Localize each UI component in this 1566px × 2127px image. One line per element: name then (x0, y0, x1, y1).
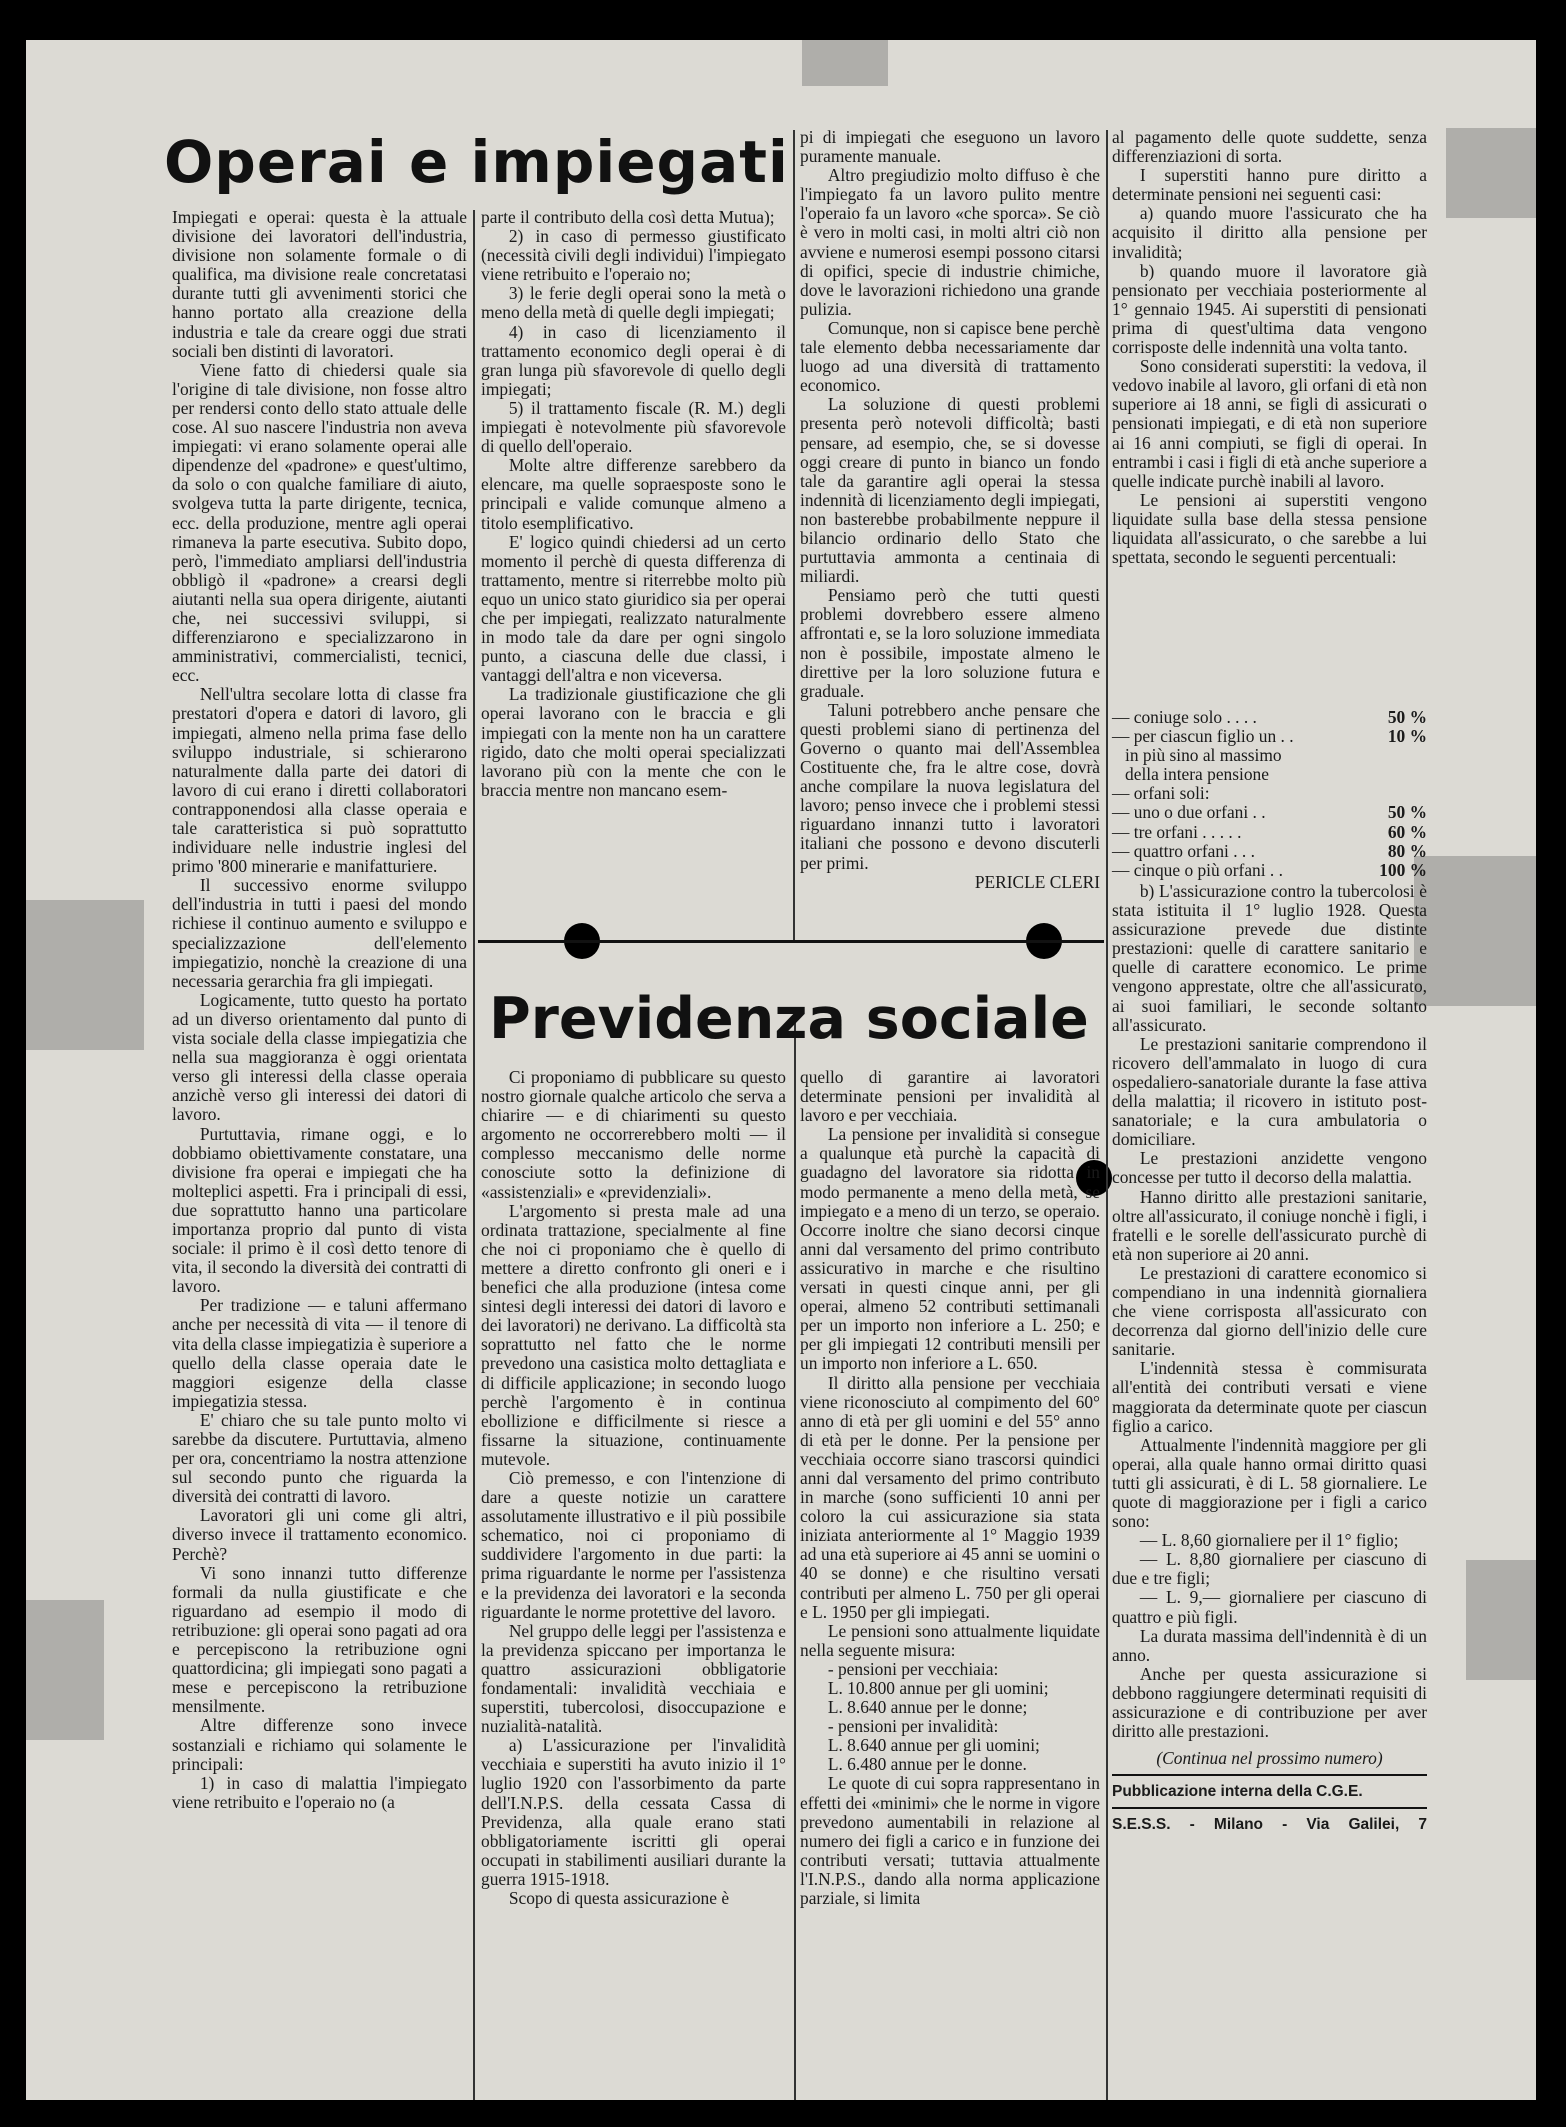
headline-operai-e-impiegati: Operai e impiegati (164, 128, 789, 196)
article-previdenza-col4-bottom (1112, 882, 1427, 2100)
percentage-row (1112, 861, 1427, 880)
percentage-row (1112, 842, 1427, 861)
continua-note: (Continua nel prossimo numero) (1156, 1748, 1383, 1769)
paragraph: Nell'ultra secolare lotta di classe fra prestatori d'opera e datori di lavoro, gli impiegati, almeno nella prima fase dello sviluppo industriale, si schierarono naturalmente dalla parte dei datori di lavoro di cui erano i diretti collaboratori contrapponendosi alla classe operaia e tale caratteristica si può soprattutto individuare nelle industrie inglesi del primo '800 minerarie e manifatturiere. (172, 684, 467, 877)
paragraph: - pensioni per invalidità: (827, 1716, 999, 1737)
paragraph: L. 8.640 annue per gli uomini; (827, 1735, 1040, 1756)
paragraph: Scopo di questa assicurazione è (508, 1888, 730, 1909)
tape-mark (1466, 1560, 1536, 1680)
column-rule (793, 130, 795, 940)
paragraph: Comunque, non si capisce bene perchè tale elemento debba necessariamente dar luogo ad una diversità di trattamento economico. (800, 317, 1100, 396)
paragraph: b) quando muore il lavoratore già pensionato per vecchiaia posteriormente al 1° gennaio 1945. Ai superstiti di pensionati prima di quest'ultima data vengono corrisposte delle indennità una volta tanto. (1112, 260, 1427, 358)
paragraph: L. 6.480 annue per le donne. (827, 1754, 1027, 1775)
percentage-row (1112, 784, 1427, 803)
paragraph: Logicamente, tutto questo ha portato ad un diverso orientamento dal punto di vista sociale della classe impiegatizia che nella sua maggioranza è oggi orientata verso gli interessi della classe operaia anzichè verso gli interessi dei datori di lavoro. (172, 989, 467, 1125)
paragraph: 5) il trattamento fiscale (R. M.) degli impiegati è notevolmente più sfavorevole di quello dell'operaio. (481, 397, 786, 457)
percentage-value: 60 % (1387, 821, 1427, 842)
paragraph: La soluzione di questi problemi presenta però notevoli difficoltà; basti pensare, ad esempio, che, se si dovesse oggi creare di punto in bianco un fondo tale da garantire agli operai la stessa indennità di licenziamento degli impiegati, non basterebbe probabilmente neppure il bilancio ordinario dello Stato che purtuttavia ammonta a centinaia di miliardi. (800, 394, 1100, 587)
percentage-label: — orfani soli: (1112, 783, 1210, 804)
tape-mark (802, 40, 888, 86)
paragraph: L. 10.800 annue per gli uomini; (827, 1678, 1049, 1698)
paragraph: Impiegati e operai: questa è la attuale divisione dei lavoratori dell'industria, divisione non solamente formale o di qualifica, ma divisione reale concretatasi durante tutti gli avvenimenti storici che hanno portato alla creazione della industria e tale da creare oggi due strati sociali ben distinti di lavoratori. (172, 208, 467, 361)
column-rule (473, 210, 475, 2100)
article-operai-col1 (172, 208, 467, 2098)
paragraph: L. 8.640 annue per le donne; (827, 1697, 1028, 1718)
paragraph: — L. 8,60 giornaliere per il 1° figlio; (1139, 1530, 1399, 1551)
paragraph: b) L'assicurazione contro la tubercolosi è stata istituita il 1° luglio 1928. Questa assicurazione prevede due distinte prestazioni: quelle di carattere sanitario e quelle di carattere economico. Le prime vengono apprestate, oltre che all'assicurato, ai suoi familiari, le seconde soltanto all'assicurato. (1112, 882, 1427, 1035)
paragraph: I superstiti hanno pure diritto a determinate pensioni nei seguenti casi: (1112, 165, 1427, 205)
paragraph: 3) le ferie degli operai sono la metà o meno della metà di quelle degli impiegati; (481, 283, 786, 323)
paragraph: L'indennità stessa è commisurata all'entità dei contributi versati e viene maggiorata da determinate quote per ciascun figlio a carico. (1112, 1358, 1427, 1436)
paragraph: Le prestazioni anzidette vengono concesse per tutto il decorso della malattia. (1112, 1148, 1427, 1188)
percentage-label: della intera pensione (1112, 764, 1269, 785)
percentage-label: — quattro orfani . . . (1112, 840, 1255, 861)
percentage-value: 50 % (1387, 707, 1427, 727)
tape-mark (1446, 128, 1536, 218)
paragraph: La durata massima dell'indennità è di un anno. (1112, 1625, 1427, 1665)
paragraph: Le prestazioni sanitarie comprendono il ricovero dell'ammalato in luogo di cura ospedaliero-sanatoriale durante la fase attiva della malattia; il ricovero in istituto post-sanatoriale; e la cura ambulatoria o domiciliare. (1112, 1033, 1427, 1150)
article-previdenza-col4-top (1112, 128, 1427, 688)
paragraph: a) quando muore l'assicurato che ha acquisito il diritto alla pensione per invalidità; (1112, 203, 1427, 262)
percentage-value: 50 % (1387, 802, 1427, 823)
percentage-label: — tre orfani . . . . . (1112, 821, 1242, 842)
paragraph: Le pensioni sono attualmente liquidate nella seguente misura: (800, 1620, 1100, 1660)
paragraph: Il successivo enorme sviluppo dell'industria in tutti i paesi del mondo richiese il continuo aumento e sviluppo e specializzazione dell'elemento impiegatizio, nonchè la creazione di una necessaria gerarchia fra gli impiegati. (172, 875, 467, 991)
paragraph: Vi sono innanzi tutto differenze formali da nulla giustificate e che riguardano ad esempio il modo di retribuzione: gli operai sono pagati ad ora e percepiscono la retribuzione ogni quattordicina; gli impiegati sono pagati a mese e percepiscono la retribuzione mensilmente. (172, 1562, 467, 1717)
paragraph: - pensioni per vecchiaia: (827, 1658, 999, 1679)
column-rule (1106, 130, 1108, 2100)
footer-rule (1112, 1807, 1427, 1809)
paragraph: Le pensioni ai superstiti vengono liquidate sulla base della stessa pensione liquidata all'assicurato, o che sarebbe a lui spettata, secondo le seguenti percentuali: (1112, 489, 1427, 568)
column-rule (794, 1020, 796, 2100)
paragraph: Altro pregiudizio molto diffuso è che l'impiegato fa un lavoro pulito mentre l'operaio fa un lavoro «che sporca». Se ciò è vero in molti casi, in molti altri ciò non avviene e numerosi esempi possono citarsi di opifici, specie di industrie chimiche, dove le lavorazioni richiedono una grande pulizia. (800, 165, 1100, 319)
paragraph: Attualmente l'indennità maggiore per gli operai, alla quale hanno ormai diritto quasi tutti gli assicurati, è di L. 58 giornaliere. Le quote di maggiorazione per i figli a carico sono: (1112, 1434, 1427, 1532)
paragraph: Pensiamo però che tutti questi problemi dovrebbero essere almeno affrontati e, se la loro soluzione immediata non è possibile, impostate almeno le direttive per la loro soluzione futura e graduale. (800, 585, 1100, 701)
paragraph: Il diritto alla pensione per vecchiaia viene riconosciuto al compimento del 60° anno di età per gli uomini e del 55° anno di età per le donne. Per la pensione per vecchiaia occorre siano trascorsi quindici anni dal versamento del primo contributo in marche (sono sufficienti 10 anni per coloro la cui assicurazione sia stata iniziata anteriormente al 1° Maggio 1939 ad una età superiore ai 45 anni se uomini o 40 se donne) e che risultino versati contributi per almeno L. 750 per gli operai e L. 1950 per gli impiegati. (800, 1372, 1100, 1622)
percentages-table (1112, 708, 1427, 880)
paragraph: — L. 8,80 giornaliere per ciascuno di due e tre figli; (1112, 1549, 1427, 1589)
article-previdenza-col2 (800, 1068, 1100, 2100)
percentage-label: in più sino al massimo (1112, 745, 1282, 766)
headline-previdenza-sociale: Previdenza sociale (489, 986, 1089, 1052)
paragraph: quello di garantire ai lavoratori determinate pensioni per invalidità al lavoro e per vecchiaia. (800, 1068, 1100, 1126)
percentage-row (1112, 708, 1427, 727)
paragraph: al pagamento delle quote suddette, senza differenziazioni di sorta. (1112, 128, 1427, 167)
percentage-label: — coniuge solo . . . . (1112, 707, 1257, 727)
percentage-row (1112, 765, 1427, 784)
article-operai-col2 (481, 208, 786, 928)
paragraph: Ci proponiamo di pubblicare su questo nostro giornale qualche articolo che serva a chiarire — e di chiarimenti su questo argomento ne occorrerebbero molti — il complesso meccanismo delle norme conosciute sotto la definizione di «assistenziali» e «previdenziali». (481, 1068, 786, 1202)
section-rule (478, 940, 1104, 943)
percentage-value: 80 % (1387, 840, 1427, 861)
article-operai-col3 (800, 128, 1100, 918)
tape-mark (1414, 856, 1536, 1006)
percentage-row (1112, 803, 1427, 822)
publication-note: Pubblicazione interna della C.G.E. (1112, 1783, 1363, 1801)
footer-rule (1112, 1774, 1427, 1776)
paragraph: Ciò premesso, e con l'intenzione di dare a queste notizie un carattere assolutamente illustrativo e il più possibile schematico, noi ci proponiamo di suddividere l'argomento in due parti: la prima riguardante le norme per l'assistenza e la previdenza dei lavoratori e la seconda riguardante le norme protettive del lavoro. (481, 1467, 786, 1622)
paragraph: 4) in caso di licenziamento il trattamento economico degli operai è di gran lunga più sfavorevole di quello degli impiegati; (481, 321, 786, 399)
paragraph: pi di impiegati che eseguono un lavoro puramente manuale. (800, 128, 1100, 167)
paragraph: Nel gruppo delle leggi per l'assistenza e la previdenza spiccano per importanza le quattro assicurazioni obbligatorie fondamentali: invalidità vecchiaia e superstiti, tubercolosi, disoccupazione e nuzialità-natalità. (481, 1620, 786, 1737)
percentage-value: 100 % (1379, 859, 1427, 880)
article-previdenza-col1 (481, 1068, 786, 2100)
paragraph: Le quote di cui sopra rappresentano in effetti dei «minimi» che le norme in vigore prevedono aumentabili in relazione al numero dei figli a carico e in funzione dei contributi versati; tuttavia attualmente l'I.N.P.S., dando alla norma applicazione parziale, si limita (800, 1773, 1100, 1909)
publisher-address: S.E.S.S. - Milano - Via Galilei, 7 (1112, 1816, 1427, 1834)
paragraph: La tradizionale giustificazione che gli operai lavorano con le braccia e gli impiegati con la mente non ha un carattere rigido, dato che molti operai specializzati lavorano più con la mente che con le braccia mentre non mancano esem- (481, 684, 786, 800)
percentage-row (1112, 746, 1427, 765)
paragraph: Hanno diritto alle prestazioni sanitarie, oltre all'assicurato, il coniuge nonchè i figli, i fratelli e le sorelle dell'assicurato purchè di età non superiore ai 20 anni. (1112, 1186, 1427, 1264)
paragraph: Anche per questa assicurazione si debbono raggiungere determinati requisiti di assicurazione e di contribuzione per aver diritto alle prestazioni. (1112, 1663, 1427, 1742)
author-signature: PERICLE CLERI (974, 871, 1100, 892)
paragraph: Taluni potrebbero anche pensare che questi problemi siano di pertinenza del Governo o quanto mai dell'Assemblea Costituente che, fra le altre cose, dovrà anche compilare la nuova legislatura del lavoro; penso invece che i problemi stessi riguardano innanzi tutto i lavoratori italiani che possono e devono discuterli per primi. (800, 699, 1100, 873)
paragraph: Le prestazioni di carattere economico si compendiano in una indennità giornaliera che viene corrisposta all'assicurato con decorrenza dal giorno dell'inizio delle cure sanitarie. (1112, 1262, 1427, 1360)
paragraph: 2) in caso di permesso giustificato (necessità civili degli individui) l'impiegato viene retribuito e l'operaio no; (481, 226, 786, 285)
percentage-row (1112, 727, 1427, 746)
tape-mark (26, 900, 144, 1050)
paragraph: Purtuttavia, rimane oggi, e lo dobbiamo obiettivamente constatare, una divisione fra operai e impiegati che ha molteplici aspetti. Fra i principali di essi, due soprattutto hanno una particolare importanza proprio dal punto di vista sociale: il primo è il così detto tenore di vita, il secondo la diversità dei contratti di lavoro. (172, 1123, 467, 1297)
tape-mark (26, 1600, 104, 1740)
paragraph: Molte altre differenze sarebbero da elencare, ma quelle sopraesposte sono le principali e valide comunque almeno a titolo esemplificativo. (481, 455, 786, 533)
paragraph: 1) in caso di malattia l'impiegato viene retribuito e l'operaio no (a (172, 1772, 467, 1812)
paragraph: La pensione per invalidità si consegue a qualunque età purchè la capacità di guadagno del lavoratore sia ridotta in modo permanente a meno della metà, se impiegato e a meno di un terzo, se operaio. Occorre inoltre che siano decorsi cinque anni dal versamento del primo contributo assicurativo in marche e che risultino versati in questi cinque anni, per gli operai, almeno 52 contributi settimanali per un importo non inferiore a L. 250; e per gli impiegati 12 contributi mensili per un importo non inferiore a L. 650. (800, 1124, 1100, 1374)
percentage-label: — per ciascun figlio un . . (1112, 726, 1294, 747)
paragraph: — L. 9,— giornaliere per ciascuno di quattro e più figli. (1112, 1587, 1427, 1627)
paragraph: Sono considerati superstiti: la vedova, il vedovo inabile al lavoro, gli orfani di età non superiore ai 18 anni, se figli di assicurati o pensionati impiegati, e di età non superiore ai 16 anni compiuti, se figli di operai. In entrambi i casi i figli di età anche superiore a quelle indicate purchè inabili al lavoro. (1112, 356, 1427, 491)
paragraph: Altre differenze sono invece sostanziali e richiamo qui solamente le principali: (172, 1715, 467, 1774)
paragraph: Lavoratori gli uni come gli altri, diverso invece il trattamento economico. Perchè? (172, 1505, 467, 1564)
paragraph: E' chiaro che su tale punto molto vi sarebbe da discutere. Purtuttavia, almeno per ora, concentriamo la nostra attenzione sul secondo punto che riguarda la diversità dei contratti di lavoro. (172, 1409, 467, 1507)
percentage-row (1112, 823, 1427, 842)
paragraph: Per tradizione — e taluni affermano anche per necessità di vita — il tenore di vita della classe impiegatizia è superiore a quello della classe operaia date le maggiori esigenze della classe impiegatizia stessa. (172, 1295, 467, 1411)
percentage-value: 10 % (1387, 726, 1427, 747)
paragraph: a) L'assicurazione per l'invalidità vecchiaia e superstiti ha avuto inizio il 1° luglio 1920 con l'assorbimento da parte dell'I.N.P.S. della cessata Cassa di Previdenza, alla quale erano stati obbligatoriamente iscritti gli operai occupati in stabilimenti ausiliari durante la guerra 1915-1918. (481, 1735, 786, 1889)
paragraph: parte il contributo della così detta Mutua); (481, 208, 775, 227)
newspaper-page (26, 40, 1536, 2100)
paragraph: Viene fatto di chiedersi quale sia l'origine di tale divisione, non fosse altro per rendersi conto dello stato attuale delle cose. Al suo nascere l'industria non aveva impiegati: vi erano solamente operai alle dipendenze del «padrone» e quest'ultimo, da solo o con qualche familiare di aiuto, svolgeva tutta la parte dirigente, tecnica, ecc. della produzione, mentre agli operai rimaneva la parte esecutiva. Subito dopo, però, l'immediato ampliarsi dell'industria obbligò il «padrone» a crearsi degli aiutanti nella sua opera dirigente, aiutanti che, nei successivi sviluppi, si differenziarono e specializzarono in amministrativi, commercialisti, tecnici, ecc. (172, 359, 467, 686)
percentage-label: — cinque o più orfani . . (1112, 859, 1283, 880)
percentage-label: — uno o due orfani . . (1112, 802, 1266, 823)
paragraph: E' logico quindi chiedersi ad un certo momento il perchè di questa differenza di trattamento, mentre si riterrebbe molto più equo un unico stato giuridico sia per operai che per impiegati, realizzato naturalmente in modo tale da dare per ogni singolo punto, a ciascuna delle due classi, i vantaggi dell'altra e non viceversa. (481, 531, 786, 686)
paragraph: L'argomento si presta male ad una ordinata trattazione, specialmente al fine che noi ci proponiamo che è quello di mettere a diretto confronto gli oneri e i benefici che alla produzione (intesa come sintesi degli interessi dei datori di lavoro e dei lavoratori) ne derivano. La difficoltà sta soprattutto nel fatto che le norme prevedono una casistica molto dettagliata e di difficile applicazione; in secondo luogo perchè l'argomento è in continua ebollizione e difficilmente si riesce a fissarne la situazione, continuamente mutevole. (481, 1200, 786, 1469)
